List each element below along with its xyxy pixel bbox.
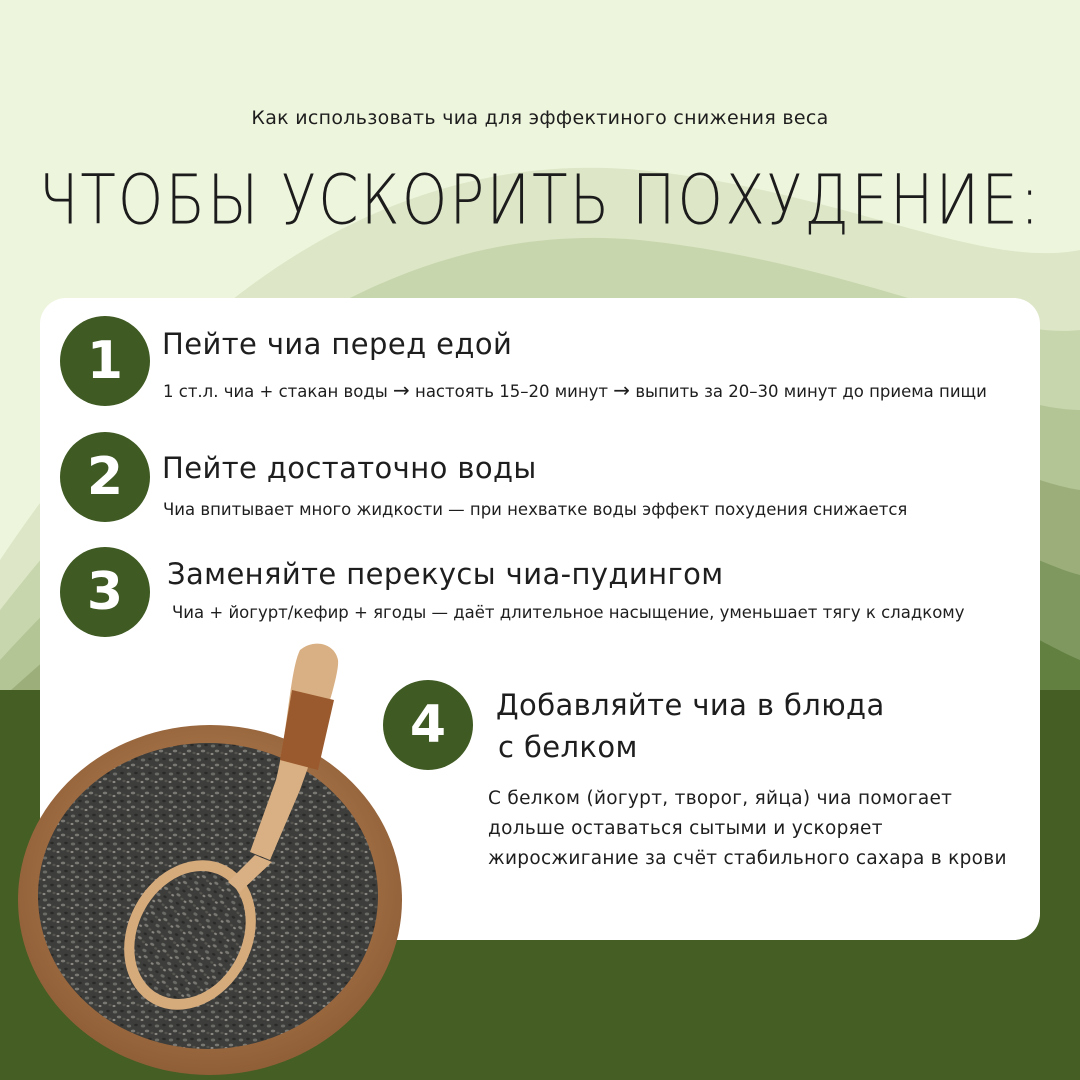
step-1-desc-part-1: 1 ст.л. чиа + стакан воды bbox=[163, 382, 388, 401]
step-4-desc-line-1: С белком (йогурт, творог, яйца) чиа помогает bbox=[488, 788, 953, 809]
step-3-title: Заменяйте перекусы чиа-пудингом bbox=[167, 557, 724, 591]
step-1-description bbox=[163, 378, 987, 402]
step-4-title-line-2: с белком bbox=[498, 730, 638, 764]
step-4-title-line-1: Добавляйте чиа в блюда bbox=[496, 688, 885, 722]
step-2-title: Пейте достаточно воды bbox=[162, 451, 537, 485]
arrow-right-icon: → bbox=[613, 378, 631, 402]
step-4-desc-line-2: дольше оставаться сытыми и ускоряет bbox=[488, 818, 883, 839]
page-title: ЧТОБЫ УСКОРИТЬ ПОХУДЕНИЕ: bbox=[38, 160, 1042, 241]
step-4-desc-line-3: жиросжигание за счёт стабильного сахара в крови bbox=[488, 848, 1007, 869]
step-2-badge: 2 bbox=[60, 432, 150, 522]
step-1-desc-part-2: настоять 15–20 минут bbox=[415, 382, 609, 401]
step-4-badge: 4 bbox=[383, 680, 473, 770]
step-1-desc-part-3: выпить за 20–30 минут до приема пищи bbox=[635, 382, 987, 401]
step-2-description: Чиа впитывает много жидкости — при нехватке воды эффект похудения снижается bbox=[163, 500, 908, 519]
spoon-wrap bbox=[280, 690, 334, 770]
step-3-description: Чиа + йогурт/кефир + ягоды — даёт длительное насыщение, уменьшает тягу к сладкому bbox=[172, 603, 965, 622]
step-1-title: Пейте чиа перед едой bbox=[162, 327, 513, 361]
chia-bowl-illustration bbox=[0, 630, 420, 1080]
arrow-right-icon: → bbox=[393, 378, 410, 402]
subtitle: Как использовать чиа для эффектиного снижения веса bbox=[251, 107, 829, 129]
step-1-badge: 1 bbox=[60, 316, 150, 406]
step-3-badge: 3 bbox=[60, 547, 150, 637]
step-4-description bbox=[488, 784, 1007, 874]
